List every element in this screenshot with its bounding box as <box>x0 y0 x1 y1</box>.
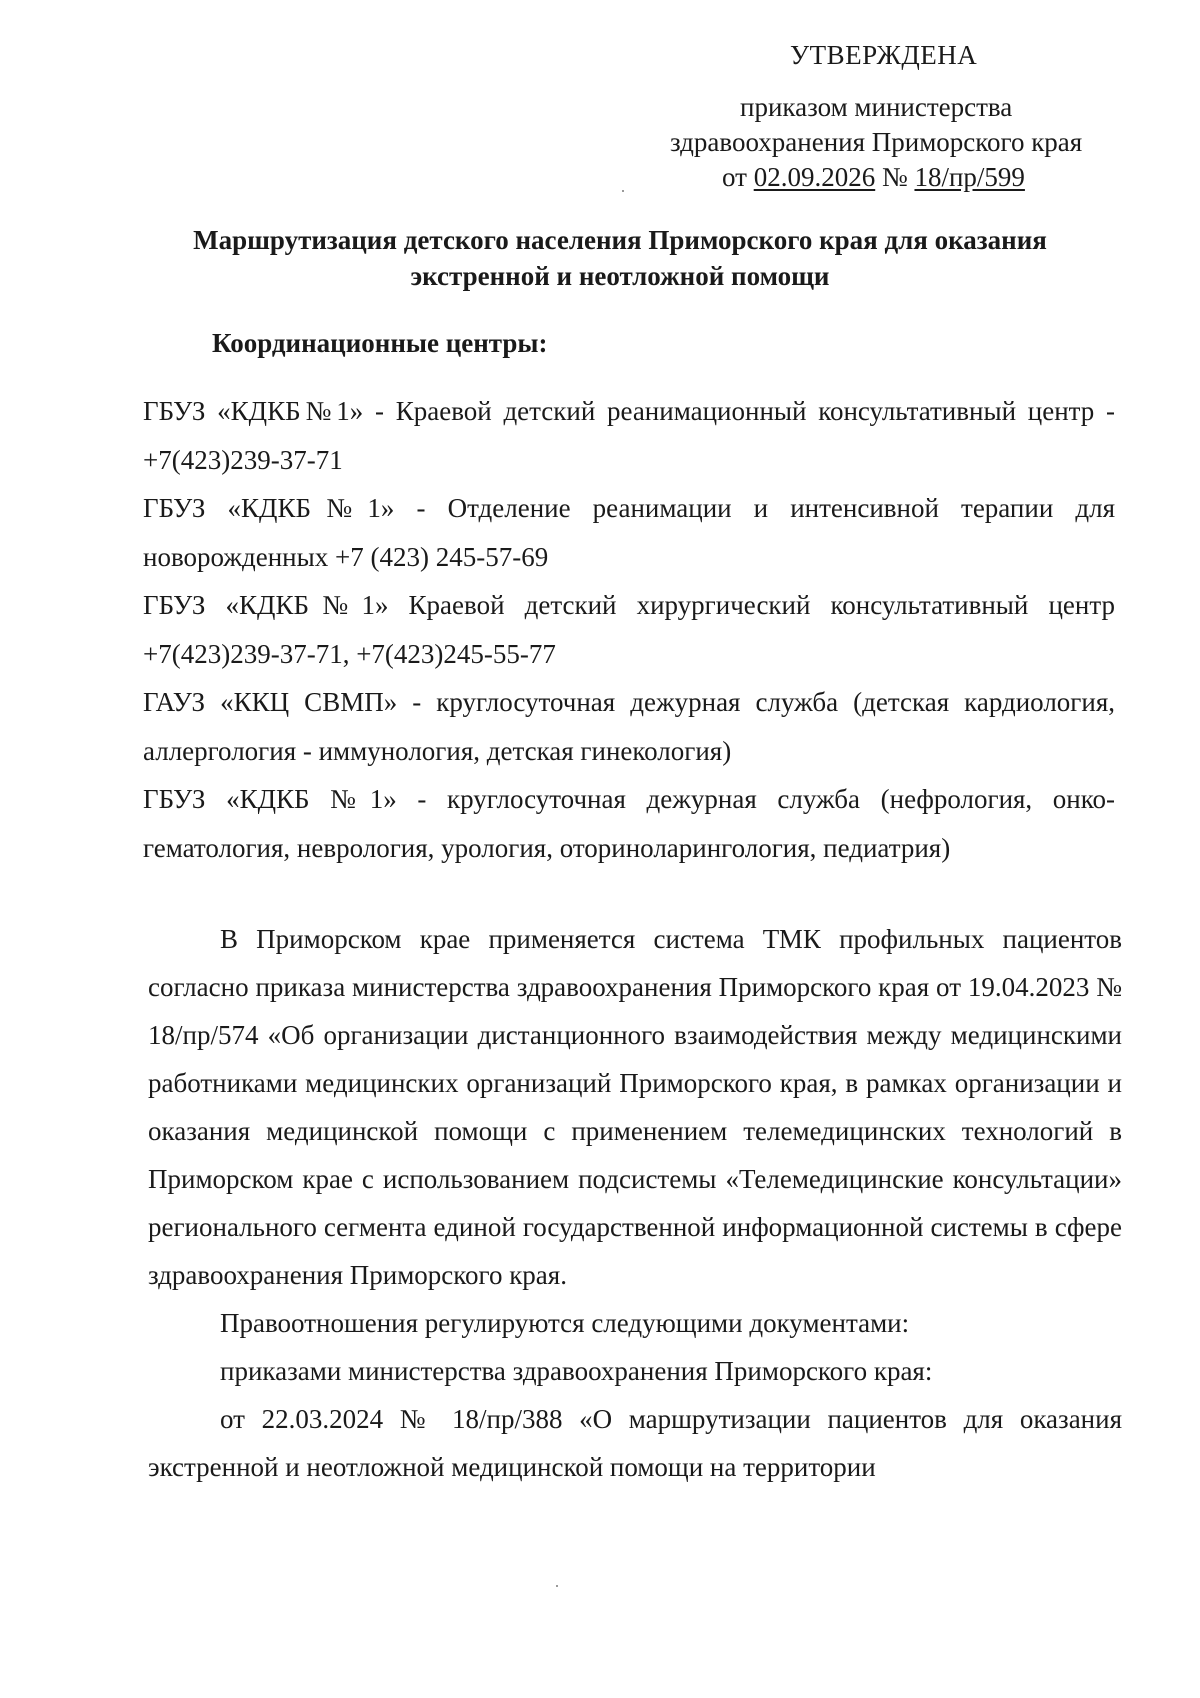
document-title-line-1: Маршрутизация детского населения Приморского края для оказания <box>193 225 1047 255</box>
approval-line-3 <box>722 162 1025 193</box>
center-entry-1: ГБУЗ «КДКБ№1» - Краевой детский реанимационный консультативный центр - +7(423)239-37-71 <box>143 396 1115 475</box>
approval-line-2: здравоохранения Приморского края <box>670 127 1083 157</box>
approval-stamp: УТВЕРЖДЕНА <box>790 40 978 70</box>
coordination-centers-list <box>143 387 1115 872</box>
scan-speck <box>622 190 624 192</box>
paragraph-legal-relations: Правоотношения регулируются следующими документами: <box>220 1308 910 1338</box>
body-text <box>148 915 1122 1491</box>
paragraph-order-2024: от 22.03.2024 № 18/пр/388 «О маршрутизации пациентов для оказания экстренной и неотложной медицинской помощи на территории <box>148 1404 1122 1482</box>
paragraph-orders-intro: приказами министерства здравоохранения Приморского края: <box>220 1356 933 1386</box>
center-entry-2: ГБУЗ «КДКБ№1» - Отделение реанимации и интенсивной терапии для новорожденных +7 (423) 245-57-69 <box>143 493 1115 572</box>
document-title <box>140 222 1100 294</box>
approval-date-prefix: от <box>722 162 754 192</box>
center-entry-3: ГБУЗ «КДКБ№1» Краевой детский хирургический консультативный центр +7(423)239-37-71, +7(423)245-55-77 <box>143 590 1115 669</box>
document-title-line-2: экстренной и неотложной помощи <box>410 261 830 291</box>
center-entry-5: ГБУЗ «КДКБ №1» - круглосуточная дежурная служба (нефрология, онко-гематология, неврология, урология, оториноларингология, педиатрия) <box>143 784 1115 863</box>
paragraph-tmk-system: В Приморском крае применяется система ТМК профильных пациентов согласно приказа министерства здравоохранения Приморского края от 19.04.2023 № 18/пр/574 «Об организации дистанционного взаимодействия между медицинскими работниками медицинских организаций Приморского края, в рамках организации и оказания медицинской помощи с применением телемедицинских технологий в Приморском крае с использованием подсистемы «Телемедицинские консультации» регионального сегмента единой государственной информационной системы в сфере здравоохранения Приморского края. <box>148 924 1122 1290</box>
approval-date: 02.09.2026 <box>753 162 876 192</box>
coordination-heading: Координационные центры: <box>212 328 548 358</box>
scan-speck <box>556 1585 558 1587</box>
center-entry-4: ГАУЗ «ККЦ СВМП» - круглосуточная дежурная служба (детская кардиология, аллергология - иммунология, детская гинекология) <box>143 687 1115 766</box>
approval-number: 18/пр/599 <box>914 162 1025 192</box>
approval-number-sign: № <box>875 162 915 192</box>
approval-line-1: приказом министерства <box>740 92 1013 122</box>
